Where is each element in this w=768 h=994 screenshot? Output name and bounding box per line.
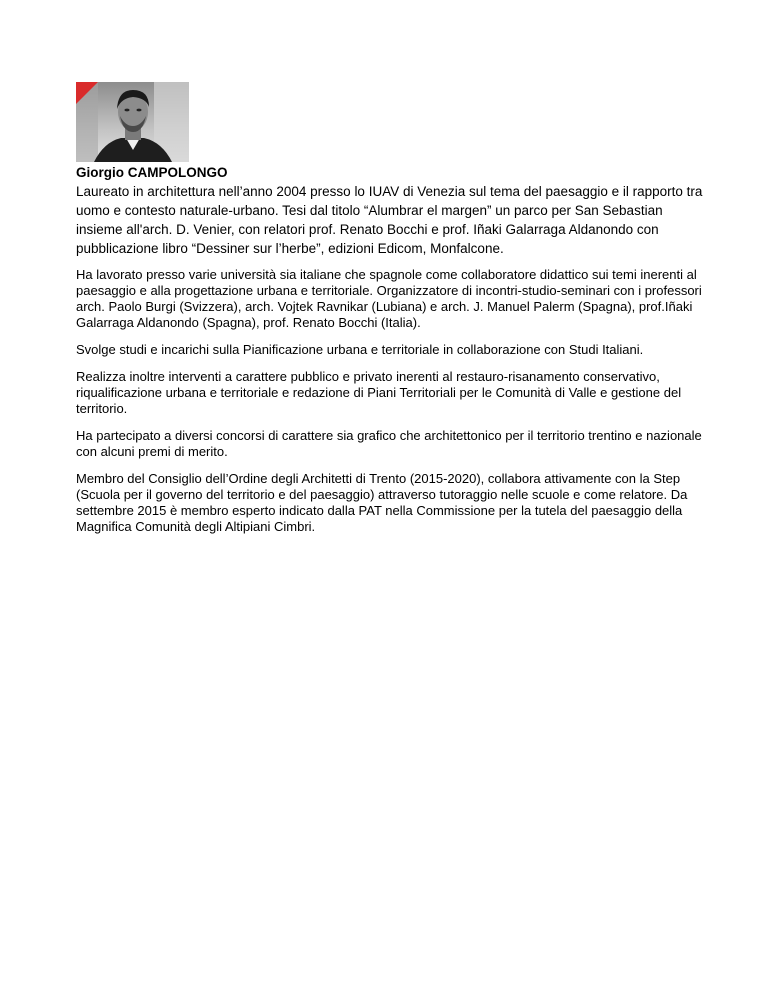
portrait-image [76, 82, 189, 162]
bio-paragraph-planning: Svolge studi e incarichi sulla Pianificazione urbana e territoriale in collaborazione con Studi Italiani. [76, 342, 644, 357]
bio-section [76, 163, 706, 546]
bio-paragraph-roles: Membro del Consiglio dell’Ordine degli Architetti di Trento (2015-2020), collabora attivamente con la Step (Scuola per il governo del territorio e del paesaggio) attraverso tutoraggio nelle scuole e come relatore. Da settembre 2015 è membro esperto indicato dalla PAT nella Commissione per la tutela del paesaggio della Magnifica Comunità degli Altipiani Cimbri. [76, 471, 688, 534]
bio-paragraph-teaching: Ha lavorato presso varie università sia italiane che spagnole come collaboratore didattico sui temi inerenti al paesaggio e alla progettazione urbana e territoriale. Organizzatore di incontri-studio-seminari con i professori arch. Paolo Burgi (Svizzera), arch. Vojtek Ravnikar (Lubiana) e arch. J. Manuel Palerm (Spagna), prof.Iñaki Galarraga Aldanondo (Spagna), prof. Renato Bocchi (Italia). [76, 267, 702, 330]
profile-photo [76, 82, 189, 162]
person-name: Giorgio CAMPOLONGO [76, 165, 228, 180]
bio-paragraph-competitions: Ha partecipato a diversi concorsi di carattere sia grafico che architettonico per il territorio trentino e nazionale con alcuni premi di merito. [76, 428, 702, 459]
bio-paragraph-education: Laureato in architettura nell’anno 2004 presso lo IUAV di Venezia sul tema del paesaggio e il rapporto tra uomo e contesto naturale-urbano. Tesi dal titolo “Alumbrar el margen” un parco per San Sebastian insieme all'arch. D. Venier, con relatori prof. Renato Bocchi e prof. Iñaki Galarraga Aldanondo con pubblicazione libro “Dessiner sur l’herbe”, edizioni Edicom, Monfalcone. [76, 184, 703, 256]
bio-paragraph-projects: Realizza inoltre interventi a carattere pubblico e privato inerenti al restauro-risanamento conservativo, riqualificazione urbana e territoriale e redazione di Piani Territoriali per le Comunità di Valle e gestione del territorio. [76, 369, 682, 416]
